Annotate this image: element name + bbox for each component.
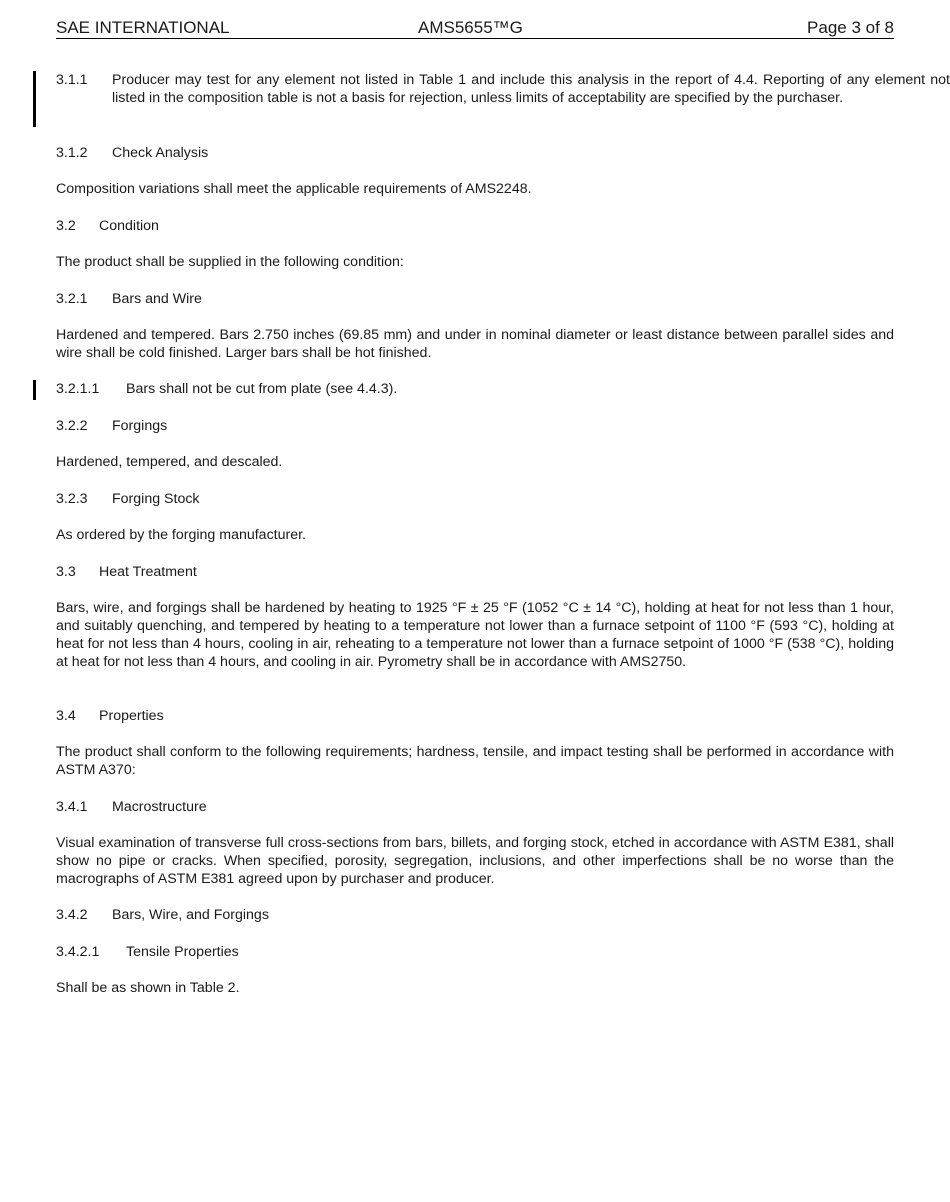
heading-3-4-2 bbox=[56, 906, 950, 924]
paragraph-text: Shall be as shown in Table 2. bbox=[56, 980, 240, 996]
paragraph-text: Hardened and tempered. Bars 2.750 inches (69.85 mm) and under in nominal diameter or least distance between parallel sides and wire shall be cold finished. Larger bars shall be hot finished. bbox=[56, 327, 894, 361]
heading-3-4-1 bbox=[56, 798, 950, 816]
paragraph-text: The product shall conform to the following requirements; hardness, tensile, and impact testing shall be performed in accordance with ASTM A370: bbox=[56, 744, 894, 778]
header-page-number: Page 3 of 8 bbox=[807, 18, 894, 37]
header-doc-number: AMS5655™G bbox=[418, 18, 523, 37]
paragraph-text: Producer may test for any element not listed in Table 1 and include this analysis in the report of 4.4. Reporting of any element not listed in the composition table is not a basis for rejection, unless limits of acceptability are specified by the purchaser. bbox=[112, 72, 950, 106]
section-title: Forging Stock bbox=[112, 491, 200, 507]
change-bar bbox=[33, 71, 36, 127]
section-title: Condition bbox=[99, 218, 159, 234]
paragraph-text: Hardened, tempered, and descaled. bbox=[56, 454, 283, 470]
section-number: 3.2.2 bbox=[56, 418, 88, 434]
heading-3-2-1 bbox=[56, 290, 950, 308]
section-number: 3.1.1 bbox=[56, 72, 88, 88]
section-title: Forgings bbox=[112, 418, 168, 434]
section-number: 3.4.2 bbox=[56, 907, 88, 923]
section-number: 3.2.1.1 bbox=[56, 381, 100, 397]
paragraph-text: As ordered by the forging manufacturer. bbox=[56, 527, 306, 543]
paragraph-3-1-1 bbox=[56, 71, 950, 107]
paragraph-text: Bars shall not be cut from plate (see 4.4.3). bbox=[126, 381, 398, 397]
section-number: 3.3 bbox=[56, 564, 76, 580]
section-title: Tensile Properties bbox=[126, 944, 239, 960]
section-number: 3.2.3 bbox=[56, 491, 88, 507]
section-number: 3.2 bbox=[56, 218, 76, 234]
section-number: 3.1.2 bbox=[56, 145, 88, 161]
section-title: Bars, Wire, and Forgings bbox=[112, 907, 269, 923]
section-number: 3.2.1 bbox=[56, 291, 88, 307]
page-header bbox=[56, 18, 894, 39]
paragraph-text: Visual examination of transverse full cross-sections from bars, billets, and forging stock, etched in accordance with ASTM E381, shall show no pipe or cracks. When specified, porosity, segregation, inclusions, and other imperfections shall be no worse than the macrographs of ASTM E381 agreed upon by purchaser and producer. bbox=[56, 835, 894, 887]
heading-3-1-2 bbox=[56, 144, 950, 162]
section-title: Bars and Wire bbox=[112, 291, 202, 307]
header-org: SAE INTERNATIONAL bbox=[56, 18, 230, 37]
section-title: Macrostructure bbox=[112, 799, 207, 815]
section-title: Check Analysis bbox=[112, 145, 209, 161]
paragraph-text: The product shall be supplied in the following condition: bbox=[56, 254, 404, 270]
section-number: 3.4.2.1 bbox=[56, 944, 100, 960]
section-title: Heat Treatment bbox=[99, 564, 197, 580]
heading-3-2 bbox=[56, 217, 937, 235]
heading-3-3 bbox=[56, 563, 937, 581]
change-bar bbox=[33, 380, 36, 400]
heading-3-2-3 bbox=[56, 490, 950, 508]
section-number: 3.4 bbox=[56, 708, 76, 724]
heading-3-2-2 bbox=[56, 417, 950, 435]
paragraph-text: Bars, wire, and forgings shall be hardened by heating to 1925 °F ± 25 °F (1052 °C ± 14 °C), holding at heat for not less than 1 hour, and suitably quenching, and tempered by heating to a temperature not lower than a furnace setpoint of 1100 °F (593 °C), holding at heat for not less than 4 hours, cooling in air, reheating to a temperature not lower than a furnace setpoint of 1000 °F (538 °C), holding at heat for not less than 4 hours, and cooling in air. Pyrometry shall be in accordance with AMS2750. bbox=[56, 600, 894, 670]
heading-3-4 bbox=[56, 707, 937, 725]
heading-3-4-2-1 bbox=[56, 943, 950, 961]
section-title: Properties bbox=[99, 708, 164, 724]
paragraph-text: Composition variations shall meet the applicable requirements of AMS2248. bbox=[56, 181, 532, 197]
paragraph-3-2-1-1 bbox=[56, 380, 950, 398]
section-number: 3.4.1 bbox=[56, 799, 88, 815]
